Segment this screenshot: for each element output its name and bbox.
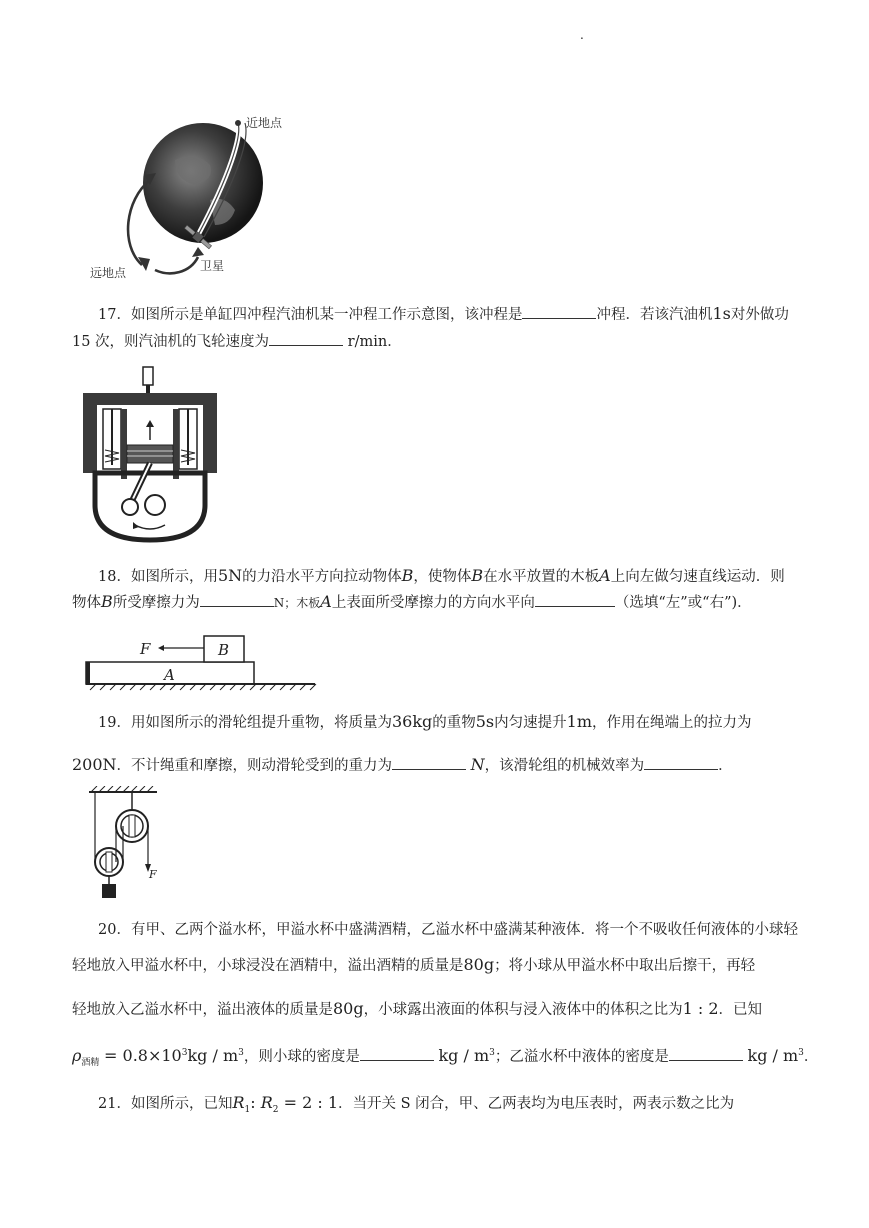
q20-rho-sub: 酒精 — [81, 1058, 100, 1068]
q18-text-7: 所受摩擦力为 — [112, 595, 200, 611]
q20-rho: ρ — [72, 1046, 82, 1065]
q20-blank-ball-density[interactable] — [360, 1046, 434, 1061]
q20-mass-2: 80g — [333, 999, 364, 1018]
question-18-line-1 — [98, 566, 785, 587]
q19-unit-n: N — [470, 755, 485, 774]
q19-number: 19． — [98, 715, 131, 731]
q20-text-2b: ；将小球从甲溢水杯中取出后擦干，再轻 — [494, 958, 756, 974]
q18-var-b: B — [401, 566, 414, 585]
question-17-line-2 — [72, 331, 402, 352]
block-board-figure — [80, 632, 320, 692]
q20-unit-3: kg / m — [747, 1046, 799, 1065]
q19-end: ． — [718, 758, 733, 774]
orbit-arrow-bottom — [155, 257, 198, 273]
q21-r1-sub: 1 — [244, 1105, 251, 1115]
label-apogee: 远地点 — [90, 266, 127, 280]
q21-number: 21． — [98, 1096, 131, 1112]
question-20-line-1 — [98, 920, 798, 940]
q18-number: 18． — [98, 569, 131, 585]
q19-time: 5s — [475, 712, 495, 731]
q19-text-4: ，作用在绳端上的拉力为 — [592, 715, 752, 731]
q20-ratio: 1 : 2 — [682, 999, 719, 1018]
q17-blank-speed[interactable] — [269, 331, 343, 346]
q17-number: 17． — [98, 307, 131, 323]
q18-text-4: 在水平放置的木板 — [483, 569, 600, 585]
q18-force: 5N — [217, 566, 243, 585]
q20-unit-exp-2: 3 — [489, 1048, 495, 1058]
q18-text-3: ，使物体 — [413, 569, 472, 585]
q20-text-3b: ，小球露出液面的体积与浸入液体中的体积之比为 — [363, 1002, 683, 1018]
q21-r2: R — [260, 1093, 273, 1112]
q20-end: ． — [803, 1049, 819, 1065]
label-satellite: 卫星 — [200, 259, 225, 273]
q19-text-5: ．不计绳重和摩擦，则动滑轮受到的重力为 — [116, 758, 393, 774]
q20-rho-value: = 0.8×10 — [104, 1046, 182, 1065]
q20-exp: 3 — [181, 1048, 188, 1058]
pulley-figure — [85, 786, 165, 906]
weight-block — [102, 884, 116, 898]
q18-var-a: A — [599, 566, 611, 585]
q18-text-1: 如图所示，用 — [130, 569, 218, 585]
q20-number: 20． — [98, 922, 131, 938]
q18-text-5: 上向左做匀速直线运动．则 — [610, 569, 785, 585]
label-f: F — [140, 640, 151, 658]
question-19-line-2 — [72, 755, 733, 776]
q18-text-10: （选填“左”或“右”)． — [614, 595, 752, 611]
page-top-mark: . — [580, 28, 584, 42]
q20-mass-1: 80g — [463, 955, 495, 974]
q20-unit-1: kg / m — [187, 1046, 239, 1065]
q17-text-3: 对外做功 — [730, 307, 789, 323]
q21-r2-sub: 2 — [272, 1105, 279, 1115]
q18-text-9: 上表面所受摩擦力的方向水平向 — [331, 595, 535, 611]
question-20-line-3 — [72, 999, 762, 1020]
q18-text-8: N；木板 — [273, 596, 321, 610]
q17-text-2: 冲程．若该汽油机 — [596, 307, 713, 323]
question-20-line-2 — [72, 955, 755, 976]
label-perigee: 近地点 — [246, 116, 283, 130]
q17-text-1: 如图所示是单缸四冲程汽油机某一冲程工作示意图，该冲程是 — [130, 307, 523, 323]
q21-text-1: 如图所示，已知 — [130, 1096, 233, 1112]
q19-blank-gravity[interactable] — [392, 755, 466, 770]
engine-cylinder-figure — [75, 365, 225, 545]
q19-force: 200N — [72, 755, 117, 774]
question-18-line-2 — [72, 592, 752, 613]
q17-blank-stroke[interactable] — [522, 304, 596, 319]
satellite-orbit-figure — [80, 105, 310, 285]
q20-text-4a: ，则小球的密度是 — [243, 1049, 360, 1065]
q19-text-6: ，该滑轮组的机械效率为 — [484, 758, 645, 774]
q19-distance: 1m — [566, 712, 592, 731]
q20-unit-exp-1: 3 — [238, 1048, 244, 1058]
question-20-line-4 — [72, 1043, 818, 1073]
q18-blank-direction[interactable] — [535, 592, 615, 607]
q18-var-b-3: B — [101, 592, 113, 611]
q18-text-2: 的力沿水平方向拉动物体 — [242, 569, 402, 585]
q20-blank-liquid-density[interactable] — [669, 1046, 743, 1061]
q19-text-2: 的重物 — [432, 715, 476, 731]
q19-text-3: 内匀速提升 — [494, 715, 567, 731]
q18-blank-friction[interactable] — [200, 592, 274, 607]
label-f-pulley: F — [149, 868, 157, 881]
q20-text-1: 有甲、乙两个溢水杯，甲溢水杯中盛满酒精，乙溢水杯中盛满某种液体．将一个不吸收任何液体的小球轻 — [130, 922, 798, 938]
q17-value-1s: 1s — [712, 304, 731, 323]
q21-r1: R — [232, 1093, 245, 1112]
q18-var-a-2: A — [320, 592, 332, 611]
q20-text-2a: 轻地放入甲溢水杯中，小球浸没在酒精中，溢出酒精的质量是 — [72, 958, 464, 974]
question-21-line-1 — [98, 1093, 734, 1120]
q20-unit-exp-3: 3 — [798, 1048, 804, 1058]
q19-mass: 36kg — [391, 712, 433, 731]
label-b: B — [218, 641, 230, 659]
q18-text-6: 物体 — [72, 595, 101, 611]
q17-text-4: 15 次，则汽油机的飞轮速度为 — [72, 334, 270, 350]
q19-text-1: 用如图所示的滑轮组提升重物，将质量为 — [130, 715, 392, 731]
q18-var-b-2: B — [471, 566, 484, 585]
q19-blank-efficiency[interactable] — [644, 755, 718, 770]
q21-text-2: ．当开关 S 闭合，甲、乙两表均为电压表时，两表示数之比为 — [338, 1096, 735, 1112]
q17-unit: r/min — [347, 334, 388, 350]
label-a: A — [164, 666, 175, 684]
question-19-line-1 — [98, 712, 752, 733]
q17-end: ． — [387, 334, 402, 350]
q20-text-4b: ；乙溢水杯中液体的密度是 — [494, 1049, 669, 1065]
q21-eq: = 2 : 1 — [278, 1093, 338, 1112]
question-17-line-1 — [98, 304, 789, 325]
q20-unit-2: kg / m — [438, 1046, 490, 1065]
q20-text-3a: 轻地放入乙溢水杯中，溢出液体的质量是 — [72, 1002, 333, 1018]
q20-text-3c: ．已知 — [718, 1002, 763, 1018]
q21-colon: : — [250, 1093, 261, 1112]
